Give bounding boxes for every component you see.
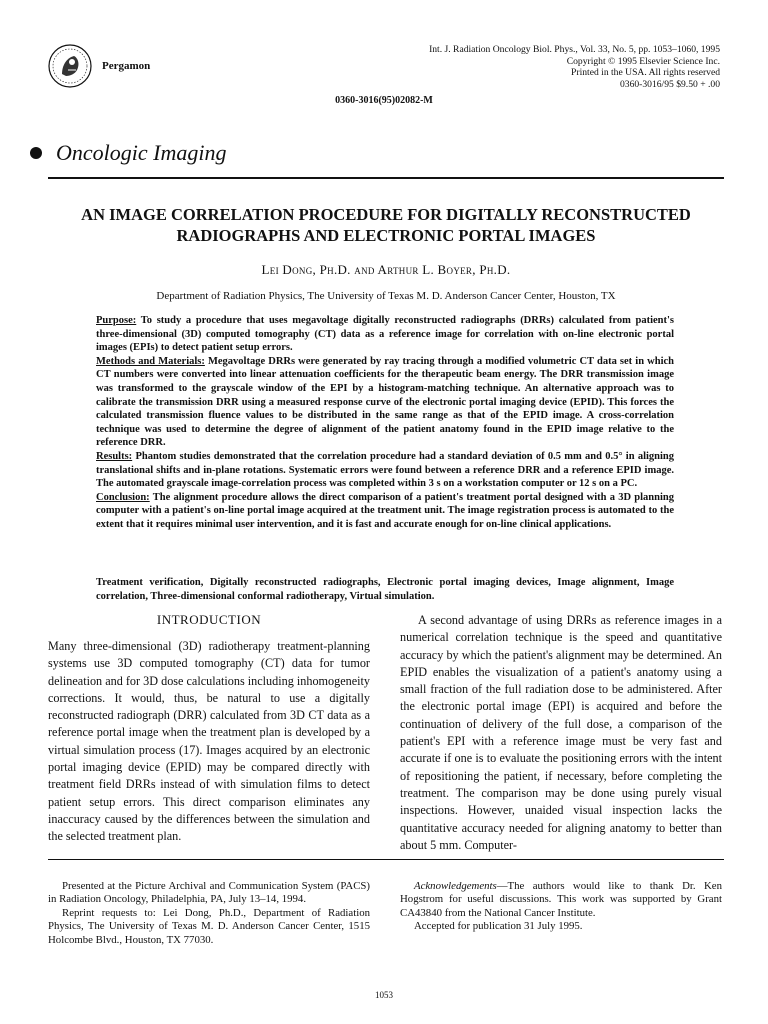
publisher-name: Pergamon xyxy=(102,60,151,72)
intro-paragraph: Many three-dimensional (3D) radiotherapy treatment-planning systems use 3D computed tomography (CT) data for tumor delineation and for 3D dose calculations including inhomogeneity corrections. It would, thus, be natural to use a digitally reconstructed radiograph (DRR) calculated from 3D CT data as a reference portal image when the treatment plan is developed by a virtual simulation process (17). Images acquired by an electronic portal imaging device (EPID) may be compared directly with treatment field DRRs instead of with simulation films to detect patient setup errors. This direct comparison eliminates any inaccuracy caused by the differences between the simulation and the selected treatment plan. xyxy=(48,639,370,844)
abstract-methods xyxy=(96,355,674,450)
article-title xyxy=(48,204,724,246)
abstract-conclusion xyxy=(96,491,674,532)
section-label-text: Oncologic Imaging xyxy=(56,140,227,165)
bullet-icon xyxy=(30,147,42,159)
affiliation: Department of Radiation Physics, The University of Texas M. D. Anderson Cancer Center, Houston, TX xyxy=(156,290,616,302)
authors: Lei Dong, Ph.D. and Arthur L. Boyer, Ph.D. xyxy=(261,262,511,277)
footnote-presented: Presented at the Picture Archival and Communication System (PACS) in Radiation Oncology, Philadelphia, PA, July 13–14, 1994. xyxy=(48,880,370,906)
footnote-acknowledgements xyxy=(400,880,722,920)
publisher-logo xyxy=(48,44,92,88)
intro-paragraph: A second advantage of using DRRs as reference images in a numerical correlation technique is the speed and quantitative accuracy by which the patient's alignment may be determined. An EPID enables the visualization of a patient's anatomy using a small fraction of the full radiation dose to be administered. After the electronic portal image (EPI) is acquired and before the continuation of delivery of the full dose, a comparison of the patient's EPI with a reference image must be very fast and accurate if one is to evaluate the positioning errors with the intent of repositioning the patient, if necessary, before completing the treatment. The comparison may be done using purely visual inspections. However, unaided visual inspection lacks the quantitative accuracy needed for aligning anatomy to better than about 5 mm. Computer- xyxy=(400,613,722,852)
title-line: RADIOGRAPHS AND ELECTRONIC PORTAL IMAGES xyxy=(176,226,596,245)
abstract-purpose xyxy=(96,314,674,355)
header-divider xyxy=(48,177,724,179)
purpose-text: To study a procedure that uses megavoltage digitally reconstructed radiographs (DRRs) calculated from patient's three-dimensional (3D) computed tomography (CT) data as a reference image for correlation with on-line electronic portal images (EPIs) to detect patient setup errors. xyxy=(96,315,674,354)
abstract-results xyxy=(96,450,674,491)
introduction-heading: INTRODUCTION xyxy=(156,612,262,627)
methods-label: Methods and Materials: xyxy=(96,355,205,367)
purpose-label: Purpose: xyxy=(96,315,137,326)
journal-citation xyxy=(360,44,720,90)
journal-line: 0360-3016/95 $9.50 + .00 xyxy=(619,78,720,90)
footnotes-left xyxy=(48,880,370,947)
body-column-right xyxy=(400,612,722,854)
footnote-accepted: Accepted for publication 31 July 1995. xyxy=(414,920,583,933)
methods-text: Megavoltage DRRs were generated by ray tracing through a modified volumetric CT data set in which CT numbers were converted into linear attenuation coefficients for the therapeutic beam energy. The DRR transmission image was transformed to the grayscale window of the EPI by a histogram-matching technique. An alternative approach was to calibrate the transmission DRR using a measured response curve of the electronic portal imaging device (EPID). This forces the calculated transmission fluence values to be distributed in the same range as that of the EPID image. A cross-correlation technique was used to determine the degree of alignment of the patient anatomy found in the EPID image relative to the reference DRR. xyxy=(96,355,674,449)
footnotes-right xyxy=(400,880,722,934)
footnote-reprint: Reprint requests to: Lei Dong, Ph.D., Department of Radiation Physics, The University of Texas M. D. Anderson Cancer Center, 1515 Holcombe Blvd., Houston, TX 77030. xyxy=(48,906,370,946)
ack-label: Acknowledgements xyxy=(414,880,497,892)
conclusion-label: Conclusion: xyxy=(96,491,150,503)
body-column-left xyxy=(48,612,370,846)
journal-line: Printed in the USA. All rights reserved xyxy=(571,67,720,78)
results-text: Phantom studies demonstrated that the correlation procedure had a standard deviation of 0.5 mm and 0.5° in aligning translational shifts and in-plane rotations. Systematic errors were found between a reference DRR and a reference EPID image. The automated grayscale image-correlation process was completed within 3 s on a workstation computer or 12 s on a PC. xyxy=(96,450,674,490)
results-label: Results: xyxy=(96,450,133,462)
section-label xyxy=(30,140,226,166)
title-line: AN IMAGE CORRELATION PROCEDURE FOR DIGITALLY RECONSTRUCTED xyxy=(81,205,691,224)
page-number: 1053 xyxy=(375,990,393,1000)
article-identifier: 0360-3016(95)02082-M xyxy=(335,95,433,106)
abstract xyxy=(96,314,674,532)
ack-text: —The authors would like to thank Dr. Ken Hogstrom for useful discussions. This work was supported by Grant CA43840 from the National Cancer Institute. xyxy=(400,880,722,919)
footnote-divider xyxy=(48,859,724,860)
journal-line: Int. J. Radiation Oncology Biol. Phys., Vol. 33, No. 5, pp. 1053–1060, 1995 xyxy=(429,44,720,55)
conclusion-text: The alignment procedure allows the direct comparison of a patient's treatment portal designed with a 3D planning computer with a patient's on-line portal image acquired at the treatment unit. The image registration process is automated to the extent that it requires minimal user intervention, and it is fast and accurate enough for on-line clinical applications. xyxy=(96,491,674,530)
journal-line: Copyright © 1995 Elsevier Science Inc. xyxy=(566,55,720,67)
keywords: Treatment verification, Digitally reconstructed radiographs, Electronic portal imaging devices, Image alignment, Image correlation, Three-dimensional conformal radiotherapy, Virtual simulation. xyxy=(96,577,674,602)
